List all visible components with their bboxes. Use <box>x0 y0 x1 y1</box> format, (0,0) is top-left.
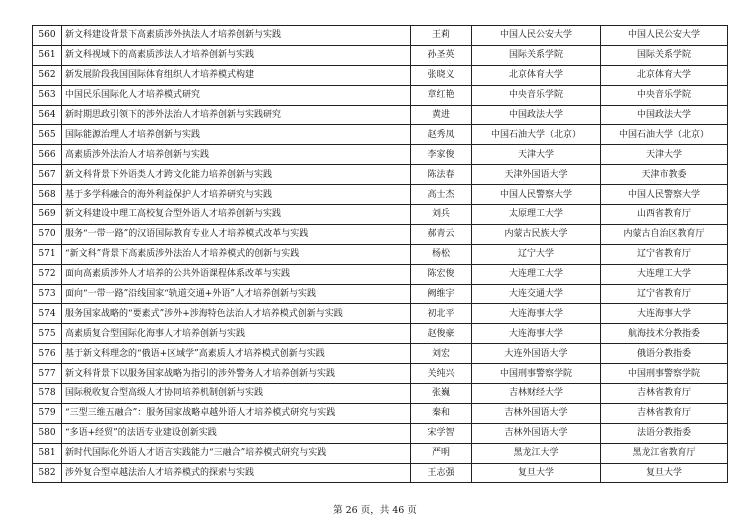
table-row <box>33 284 728 304</box>
row-number-cell: 573 <box>33 284 62 304</box>
project-leader-cell: 孙圣英 <box>411 45 472 65</box>
row-number-cell: 576 <box>33 344 62 364</box>
project-leader-cell: 严明 <box>411 443 472 463</box>
institution-cell: 中央音乐学院 <box>472 85 601 105</box>
project-title-cell: 新文科背景下外语类人才跨文化能力培养创新与实践 <box>62 165 411 185</box>
row-number-cell: 579 <box>33 403 62 423</box>
row-number-cell: 581 <box>33 443 62 463</box>
project-leader-cell: 郝青云 <box>411 224 472 244</box>
institution-cell: 大连外国语大学 <box>472 344 601 364</box>
recommending-unit-cell: 法语分教指委 <box>601 423 728 443</box>
recommending-unit-cell: 中国人民公安大学 <box>601 26 728 46</box>
row-number-cell: 574 <box>33 304 62 324</box>
row-number-cell: 580 <box>33 423 62 443</box>
table-row <box>33 384 728 404</box>
project-leader-cell: 杨松 <box>411 244 472 264</box>
institution-cell: 吉林外国语大学 <box>472 423 601 443</box>
recommending-unit-cell: 中国刑事警察学院 <box>601 364 728 384</box>
row-number-cell: 563 <box>33 85 62 105</box>
project-title-cell: 新时代国际化外语人才语言实践能力“三融合”培养模式研究与实践 <box>62 443 411 463</box>
row-number-cell: 562 <box>33 65 62 85</box>
project-title-cell: 国际税收复合型高级人才协同培养机制创新与实践 <box>62 384 411 404</box>
recommending-unit-cell: 辽宁省教育厅 <box>601 284 728 304</box>
institution-cell: 大连理工大学 <box>472 264 601 284</box>
recommending-unit-cell: 天津市教委 <box>601 165 728 185</box>
page-footer: 第 26 页，共 46 页 <box>333 505 417 516</box>
project-list-sheet <box>32 25 722 483</box>
project-title-cell: 基于多学科融合的海外利益保护人才培养研究与实践 <box>62 185 411 205</box>
project-leader-cell: 章红艳 <box>411 85 472 105</box>
table-row <box>33 403 728 423</box>
institution-cell: 大连海事大学 <box>472 324 601 344</box>
table-row <box>33 423 728 443</box>
project-title-cell: “多语+经贸”的法语专业建设创新实践 <box>62 423 411 443</box>
project-title-cell: 国际能源治理人才培养创新与实践 <box>62 125 411 145</box>
recommending-unit-cell: 航海技术分教指委 <box>601 324 728 344</box>
table-row <box>33 26 728 46</box>
table-row <box>33 165 728 185</box>
project-title-cell: 服务“一带一路”的汉语国际教育专业人才培养模式改革与实践 <box>62 224 411 244</box>
project-table <box>32 25 728 483</box>
table-row <box>33 463 728 483</box>
table-row <box>33 65 728 85</box>
project-title-cell: 新文科建设中理工高校复合型外语人才培养创新与实践 <box>62 205 411 225</box>
table-row <box>33 105 728 125</box>
institution-cell: 辽宁大学 <box>472 244 601 264</box>
institution-cell: 黑龙江大学 <box>472 443 601 463</box>
row-number-cell: 566 <box>33 145 62 165</box>
institution-cell: 天津大学 <box>472 145 601 165</box>
row-number-cell: 571 <box>33 244 62 264</box>
project-title-cell: 服务国家战略的“要素式”涉外+涉海特色法治人才培养模式创新与实践 <box>62 304 411 324</box>
institution-cell: 中国人民公安大学 <box>472 26 601 46</box>
table-row <box>33 304 728 324</box>
row-number-cell: 565 <box>33 125 62 145</box>
institution-cell: 中国人民警察大学 <box>472 185 601 205</box>
table-row <box>33 145 728 165</box>
table-row <box>33 364 728 384</box>
institution-cell: 中国石油大学（北京） <box>472 125 601 145</box>
row-number-cell: 578 <box>33 384 62 404</box>
table-row <box>33 443 728 463</box>
institution-cell: 北京体育大学 <box>472 65 601 85</box>
table-row <box>33 264 728 284</box>
row-number-cell: 569 <box>33 205 62 225</box>
institution-cell: 国际关系学院 <box>472 45 601 65</box>
institution-cell: 天津外国语大学 <box>472 165 601 185</box>
row-number-cell: 575 <box>33 324 62 344</box>
project-title-cell: 面向“一带一路”沿线国家“轨道交通+外语”人才培养创新与实践 <box>62 284 411 304</box>
project-title-cell: 高素质涉外法治人才培养创新与实践 <box>62 145 411 165</box>
project-title-cell: 基于新文科理念的“俄语+区域学”高素质人才培养模式创新与实践 <box>62 344 411 364</box>
project-leader-cell: 黄进 <box>411 105 472 125</box>
table-row <box>33 224 728 244</box>
project-table-body <box>33 26 728 483</box>
project-leader-cell: 刘兵 <box>411 205 472 225</box>
row-number-cell: 568 <box>33 185 62 205</box>
project-leader-cell: 陈法春 <box>411 165 472 185</box>
institution-cell: 吉林外国语大学 <box>472 403 601 423</box>
recommending-unit-cell: 天津大学 <box>601 145 728 165</box>
institution-cell: 复旦大学 <box>472 463 601 483</box>
project-title-cell: 新时期思政引领下的涉外法治人才培养创新与实践研究 <box>62 105 411 125</box>
project-title-cell: 涉外复合型卓越法治人才培养模式的探索与实践 <box>62 463 411 483</box>
recommending-unit-cell: 国际关系学院 <box>601 45 728 65</box>
institution-cell: 太原理工大学 <box>472 205 601 225</box>
row-number-cell: 561 <box>33 45 62 65</box>
row-number-cell: 564 <box>33 105 62 125</box>
table-row <box>33 324 728 344</box>
project-title-cell: 面向高素质涉外人才培养的公共外语课程体系改革与实践 <box>62 264 411 284</box>
project-leader-cell: 初北平 <box>411 304 472 324</box>
project-title-cell: 新文科视域下的高素质涉法人才培养创新与实践 <box>62 45 411 65</box>
recommending-unit-cell: 辽宁省教育厅 <box>601 244 728 264</box>
recommending-unit-cell: 中国石油大学（北京） <box>601 125 728 145</box>
table-row <box>33 344 728 364</box>
project-title-cell: 中国民乐国际化人才培养模式研究 <box>62 85 411 105</box>
institution-cell: 大连交通大学 <box>472 284 601 304</box>
project-title-cell: “三型三维五融合”：服务国家战略卓越外语人才培养模式研究与实践 <box>62 403 411 423</box>
project-leader-cell: 王志强 <box>411 463 472 483</box>
recommending-unit-cell: 中国政法大学 <box>601 105 728 125</box>
row-number-cell: 572 <box>33 264 62 284</box>
project-title-cell: 新文科建设背景下高素质涉外执法人才培养创新与实践 <box>62 26 411 46</box>
table-row <box>33 185 728 205</box>
table-row <box>33 85 728 105</box>
recommending-unit-cell: 中国人民警察大学 <box>601 185 728 205</box>
project-title-cell: 高素质复合型国际化海事人才培养创新与实践 <box>62 324 411 344</box>
project-leader-cell: 陈宏俊 <box>411 264 472 284</box>
institution-cell: 中国政法大学 <box>472 105 601 125</box>
project-title-cell: “新文科”背景下高素质涉外法治人才培养模式的创新与实践 <box>62 244 411 264</box>
recommending-unit-cell: 黑龙江省教育厅 <box>601 443 728 463</box>
recommending-unit-cell: 大连海事大学 <box>601 304 728 324</box>
project-leader-cell: 刘宏 <box>411 344 472 364</box>
table-row <box>33 244 728 264</box>
project-leader-cell: 关纯兴 <box>411 364 472 384</box>
row-number-cell: 567 <box>33 165 62 185</box>
project-leader-cell: 高士杰 <box>411 185 472 205</box>
institution-cell: 吉林财经大学 <box>472 384 601 404</box>
project-leader-cell: 李家俊 <box>411 145 472 165</box>
project-title-cell: 新发展阶段我国国际体育组织人才培养模式构建 <box>62 65 411 85</box>
recommending-unit-cell: 吉林省教育厅 <box>601 403 728 423</box>
project-leader-cell: 张晓义 <box>411 65 472 85</box>
project-leader-cell: 赵秀凤 <box>411 125 472 145</box>
row-number-cell: 582 <box>33 463 62 483</box>
project-leader-cell: 秦和 <box>411 403 472 423</box>
recommending-unit-cell: 山西省教育厅 <box>601 205 728 225</box>
table-row <box>33 45 728 65</box>
recommending-unit-cell: 中央音乐学院 <box>601 85 728 105</box>
project-leader-cell: 阙维宇 <box>411 284 472 304</box>
row-number-cell: 560 <box>33 26 62 46</box>
recommending-unit-cell: 北京体育大学 <box>601 65 728 85</box>
recommending-unit-cell: 大连理工大学 <box>601 264 728 284</box>
row-number-cell: 570 <box>33 224 62 244</box>
project-leader-cell: 王莉 <box>411 26 472 46</box>
recommending-unit-cell: 吉林省教育厅 <box>601 384 728 404</box>
institution-cell: 中国刑事警察学院 <box>472 364 601 384</box>
project-leader-cell: 赵俊豪 <box>411 324 472 344</box>
recommending-unit-cell: 内蒙古自治区教育厅 <box>601 224 728 244</box>
recommending-unit-cell: 俄语分教指委 <box>601 344 728 364</box>
table-row <box>33 205 728 225</box>
institution-cell: 大连海事大学 <box>472 304 601 324</box>
project-leader-cell: 宋学智 <box>411 423 472 443</box>
project-leader-cell: 张巍 <box>411 384 472 404</box>
recommending-unit-cell: 复旦大学 <box>601 463 728 483</box>
institution-cell: 内蒙古民族大学 <box>472 224 601 244</box>
row-number-cell: 577 <box>33 364 62 384</box>
table-row <box>33 125 728 145</box>
project-title-cell: 新文科背景下以服务国家战略为指引的涉外警务人才培养创新与实践 <box>62 364 411 384</box>
